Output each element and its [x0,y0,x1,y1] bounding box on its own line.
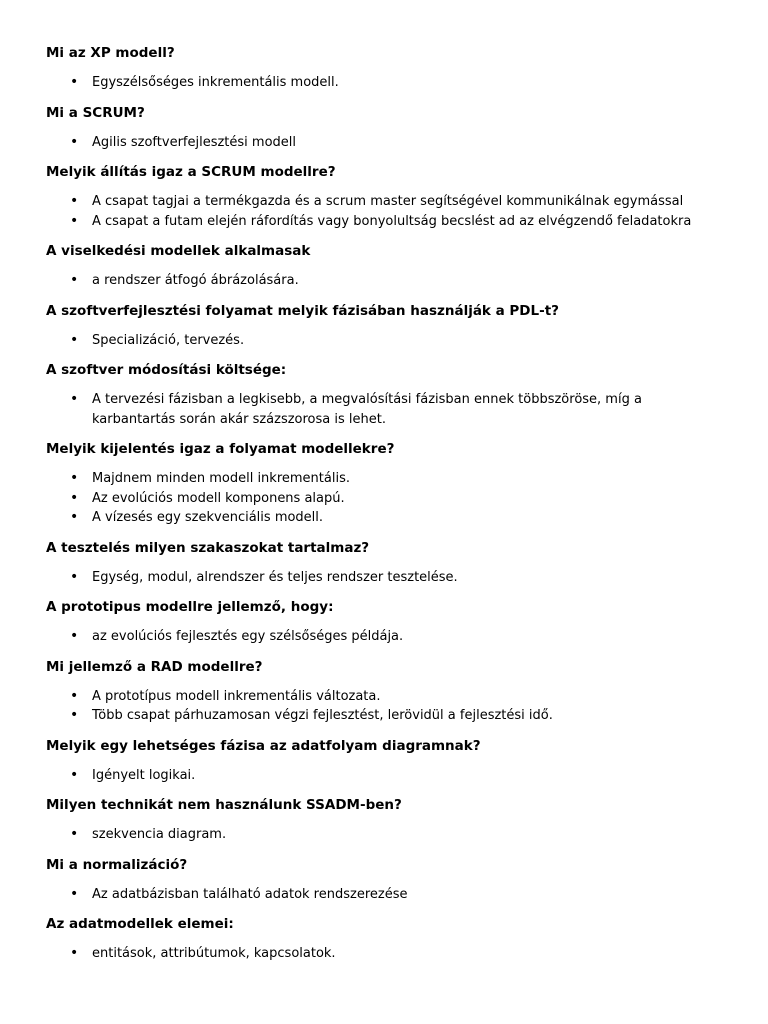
question-heading: Melyik állítás igaz a SCRUM modellre? [46,164,336,180]
answer-list [46,825,746,845]
qa-block [46,242,746,291]
qa-block [46,440,746,528]
question-heading: Mi jellemző a RAD modellre? [46,658,263,675]
answer-item: • Az adatbázisban található adatok rendszerezése [46,885,702,905]
answer-list [46,687,746,726]
answer-item: • Igényelt logikai. [46,766,702,786]
answer-item: • a rendszer átfogó ábrázolására. [46,271,702,291]
answer-list [46,627,746,647]
question-heading: A viselkedési modellek alkalmasak [46,243,311,259]
answer-item: • az evolúciós fejlesztés egy szélsőséges példája. [46,627,702,647]
answer-item: • Majdnem minden modell inkrementális. [46,469,702,489]
qa-block [46,737,746,786]
answer-list [46,331,746,351]
answer-item: • A csapat a futam elején ráfordítás vagy bonyolultság becslést ad az elvégzendő feladatokra [46,212,702,232]
question-heading: A szoftverfejlesztési folyamat melyik fázisában használják a PDL-t? [46,302,560,319]
answer-item: • Több csapat párhuzamosan végzi fejlesztést, lerövidül a fejlesztési idő. [46,706,702,726]
answer-list [46,192,746,231]
question-heading: Milyen technikát nem használunk SSADM-ben? [46,797,402,813]
answer-list [46,271,746,291]
answer-list [46,133,746,153]
qa-block [46,302,746,351]
document-body [46,44,746,975]
qa-block [46,163,746,231]
question-heading: Mi az XP modell? [46,45,175,61]
question-heading: Melyik kijelentés igaz a folyamat modellekre? [46,441,395,457]
answer-list [46,390,746,429]
answer-item: • Az evolúciós modell komponens alapú. [46,489,702,509]
qa-block [46,361,746,429]
qa-block [46,44,746,93]
qa-block [46,539,746,588]
qa-block [46,598,746,647]
answer-item: • A prototípus modell inkrementális változata. [46,687,702,707]
qa-block [46,856,746,905]
answer-item: • Egység, modul, alrendszer és teljes rendszer tesztelése. [46,568,702,588]
question-heading: A szoftver módosítási költsége: [46,362,287,378]
answer-list [46,568,746,588]
answer-item: • Specializáció, tervezés. [46,331,702,351]
question-heading: Mi a SCRUM? [46,104,145,121]
qa-block [46,915,746,964]
question-heading: Az adatmodellek elemei: [46,916,234,932]
answer-item: • A csapat tagjai a termékgazda és a scrum master segítségével kommunikálnak egymással [46,192,702,212]
answer-item: • entitások, attribútumok, kapcsolatok. [46,944,702,964]
question-heading: A tesztelés milyen szakaszokat tartalmaz? [46,539,370,556]
answer-list [46,766,746,786]
answer-list [46,885,746,905]
answer-list [46,944,746,964]
answer-list [46,73,746,93]
answer-item: • A vízesés egy szekvenciális modell. [46,508,702,528]
qa-block [46,658,746,726]
qa-block [46,796,746,845]
answer-item: • Egyszélsőséges inkrementális modell. [46,73,702,93]
answer-item: • Agilis szoftverfejlesztési modell [46,133,702,153]
answer-list [46,469,746,528]
qa-block [46,104,746,153]
answer-item: • szekvencia diagram. [46,825,702,845]
question-heading: Mi a normalizáció? [46,856,188,873]
question-heading: Melyik egy lehetséges fázisa az adatfolyam diagramnak? [46,737,481,754]
answer-item: • A tervezési fázisban a legkisebb, a megvalósítási fázisban ennek többszöröse, míg a karbantartás során akár százszorosa is lehet. [46,390,702,429]
question-heading: A prototipus modellre jellemző, hogy: [46,599,334,615]
